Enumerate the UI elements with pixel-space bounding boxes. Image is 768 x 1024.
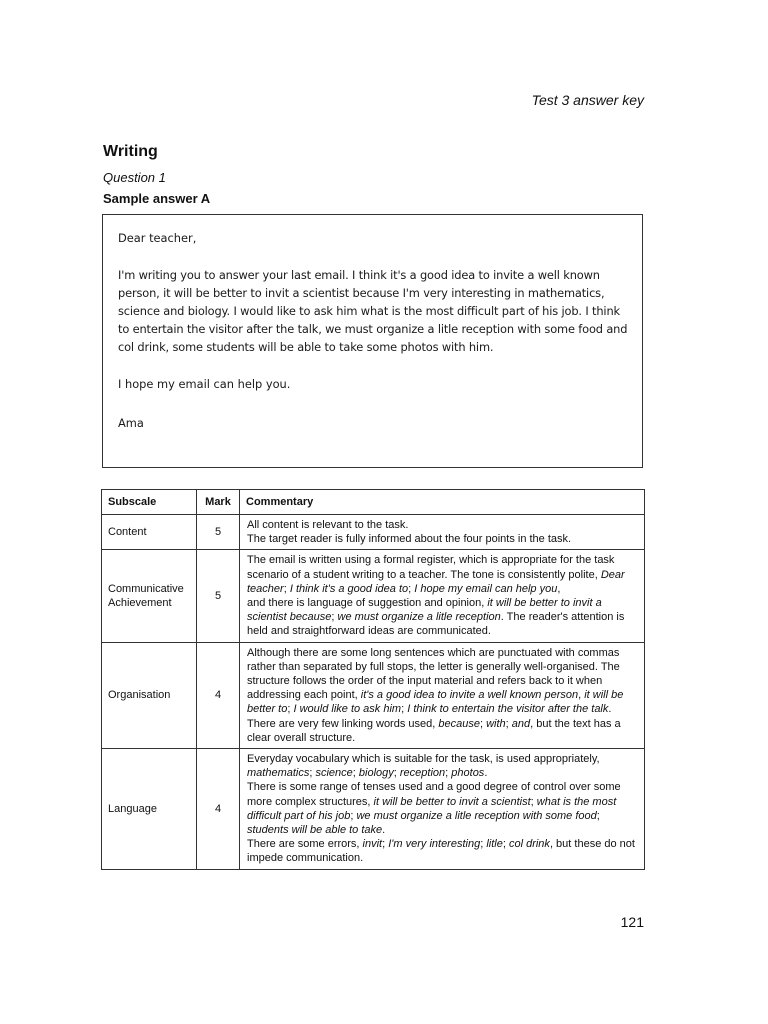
sample-letter xyxy=(102,214,643,468)
quoted-example: it will be better to invit a scientist because xyxy=(247,597,602,624)
letter-closing: I hope my email can help you. xyxy=(118,377,291,391)
subscale-cell: Organisation xyxy=(102,642,197,748)
quoted-example: invit xyxy=(362,838,383,851)
mark-cell: 5 xyxy=(197,515,240,550)
commentary-cell: All content is relevant to the task. The target reader is fully informed about the four points in the task. xyxy=(240,515,645,550)
quoted-example: it will be better to xyxy=(247,689,624,716)
mark-cell: 5 xyxy=(197,550,240,642)
quoted-example: I would like to ask him xyxy=(293,703,402,716)
quoted-example: reception xyxy=(399,767,446,780)
page-number: 121 xyxy=(620,914,644,930)
section-title: Writing xyxy=(103,143,158,160)
subscale-cell: Content xyxy=(102,515,197,550)
table-row xyxy=(102,749,645,870)
quoted-example: col drink xyxy=(508,838,550,851)
quoted-example: litle xyxy=(486,838,503,851)
quoted-example: because xyxy=(438,717,480,730)
quoted-example: I think it's a good idea to xyxy=(289,582,409,595)
quoted-example: and xyxy=(511,717,531,730)
quoted-example: science xyxy=(315,767,353,780)
sample-answer-label: Sample answer A xyxy=(103,191,211,206)
running-head: Test 3 answer key xyxy=(531,92,644,108)
assessment-table xyxy=(101,489,645,870)
quoted-example: we must organize a litle reception with some food xyxy=(356,809,597,822)
commentary-cell: Although there are some long sentences which are punctuated with commas rather than separated by full stops, the letter is generally well-organised. The structure follows the order of the input material and refers back to it when addressing each point, it's a good idea to invite a well known person, it will be better to; I would like to ask him; I think to entertain the visitor after the talk. There are very few linking words used, because; with; and, but the text has a clear overall structure. xyxy=(240,642,645,748)
table-header-row xyxy=(102,490,645,515)
header-mark: Mark xyxy=(197,490,240,515)
letter-signature: Ama xyxy=(118,416,144,430)
quoted-example: photos xyxy=(451,767,485,780)
quoted-example: I think to entertain the visitor after the talk xyxy=(407,703,609,716)
quoted-example: it will be better to invit a scientist xyxy=(373,795,531,808)
quoted-example: what is the most difficult part of his job xyxy=(247,795,617,822)
table-row xyxy=(102,642,645,748)
quoted-example: Dear teacher xyxy=(247,568,625,595)
quoted-example: with xyxy=(486,717,506,730)
header-commentary: Commentary xyxy=(240,490,645,515)
quoted-example: I hope my email can help you xyxy=(414,582,558,595)
letter-body: I'm writing you to answer your last email. I think it's a good idea to invite a well known person, it will be better to invit a scientist because I'm very interesting in mathematics, science and biology. I would like to ask him what is the most difficult part of his job. I think to entertain the visitor after the talk, we must organize a litle reception with some food and col drink, some students will be able to take some photos with him. xyxy=(118,268,628,354)
quoted-example: mathematics xyxy=(247,767,310,780)
commentary-cell: The email is written using a formal register, which is appropriate for the task scenario of a student writing to a teacher. The tone is consistently polite, Dear teacher; I think it's a good idea to; I hope my email can help you, and there is language of suggestion and opinion, it will be better to invit a scientist because; we must organize a litle reception. The reader's attention is held and straightforward ideas are communicated. xyxy=(240,550,645,642)
table-row xyxy=(102,515,645,550)
quoted-example: students will be able to take xyxy=(247,824,383,837)
mark-cell: 4 xyxy=(197,749,240,870)
quoted-example: we must organize a litle reception xyxy=(337,611,501,624)
quoted-example: I'm very interesting xyxy=(388,838,481,851)
letter-greeting: Dear teacher, xyxy=(118,231,197,245)
commentary-cell: Everyday vocabulary which is suitable for the task, is used appropriately, mathematics; science; biology; reception; photos. There is some range of tenses used and a good degree of control over some more complex structures, it will be better to invit a scientist; what is the most difficult part of his job; we must organize a litle reception with some food; students will be able to take. There are some errors, invit; I'm very interesting; litle; col drink, but these do not impede communication. xyxy=(240,749,645,870)
quoted-example: biology xyxy=(358,767,394,780)
subscale-cell: Language xyxy=(102,749,197,870)
header-subscale: Subscale xyxy=(102,490,197,515)
table-row xyxy=(102,550,645,642)
quoted-example: it's a good idea to invite a well known person xyxy=(360,689,579,702)
mark-cell: 4 xyxy=(197,642,240,748)
question-label: Question 1 xyxy=(103,170,166,185)
subscale-cell: Communicative Achievement xyxy=(102,550,197,642)
